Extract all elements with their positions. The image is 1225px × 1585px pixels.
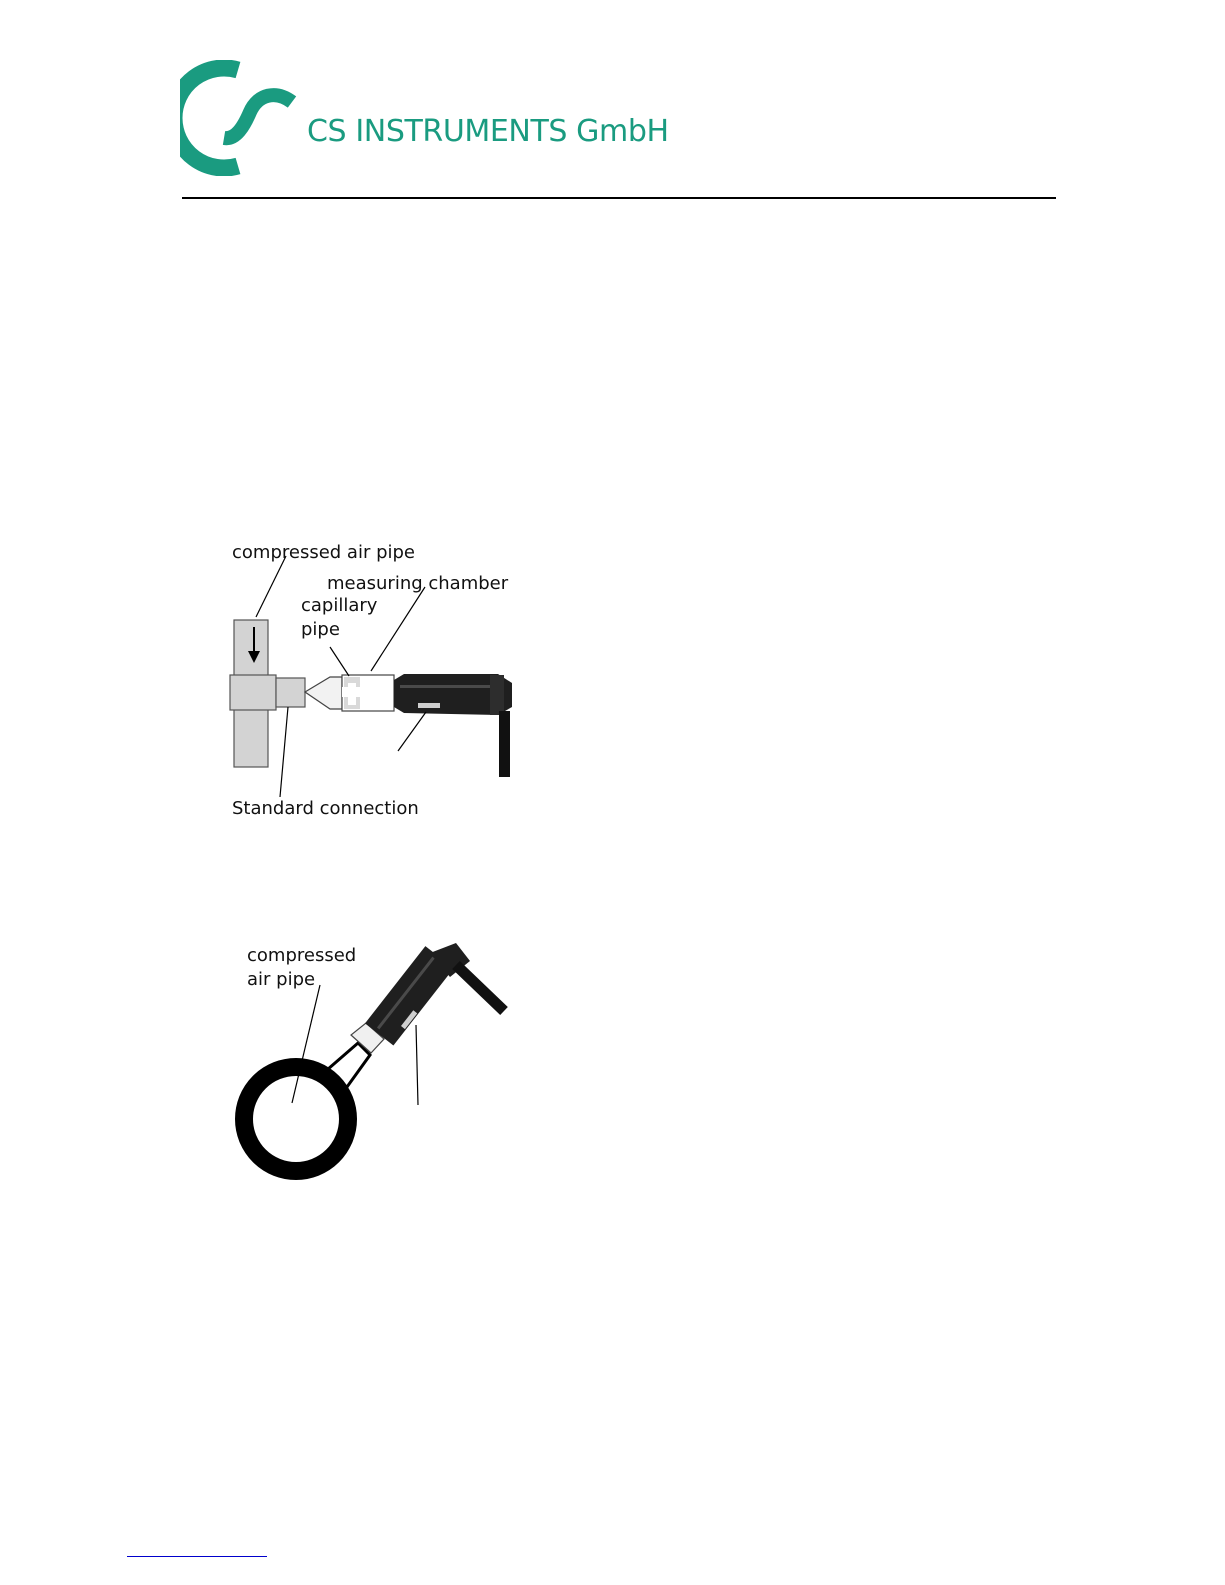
label-measuring-chamber: measuring chamber xyxy=(327,573,509,594)
label-pipe-line2: air pipe xyxy=(247,969,316,990)
company-name: CS INSTRUMENTS GmbH xyxy=(307,114,669,149)
label-pipe-line1: compressed xyxy=(247,945,357,966)
label-capillary-line2: pipe xyxy=(301,619,340,640)
header-divider xyxy=(182,197,1056,199)
figure-cross-section xyxy=(220,935,520,1190)
label-standard-connection: Standard connection xyxy=(232,798,419,819)
footer-link-underline[interactable] xyxy=(127,1556,267,1557)
label-compressed-air-pipe: compressed air pipe xyxy=(232,542,416,563)
figure-side-view xyxy=(220,535,520,830)
cs-logo-icon xyxy=(180,60,300,176)
label-capillary-line1: capillary xyxy=(301,595,378,616)
